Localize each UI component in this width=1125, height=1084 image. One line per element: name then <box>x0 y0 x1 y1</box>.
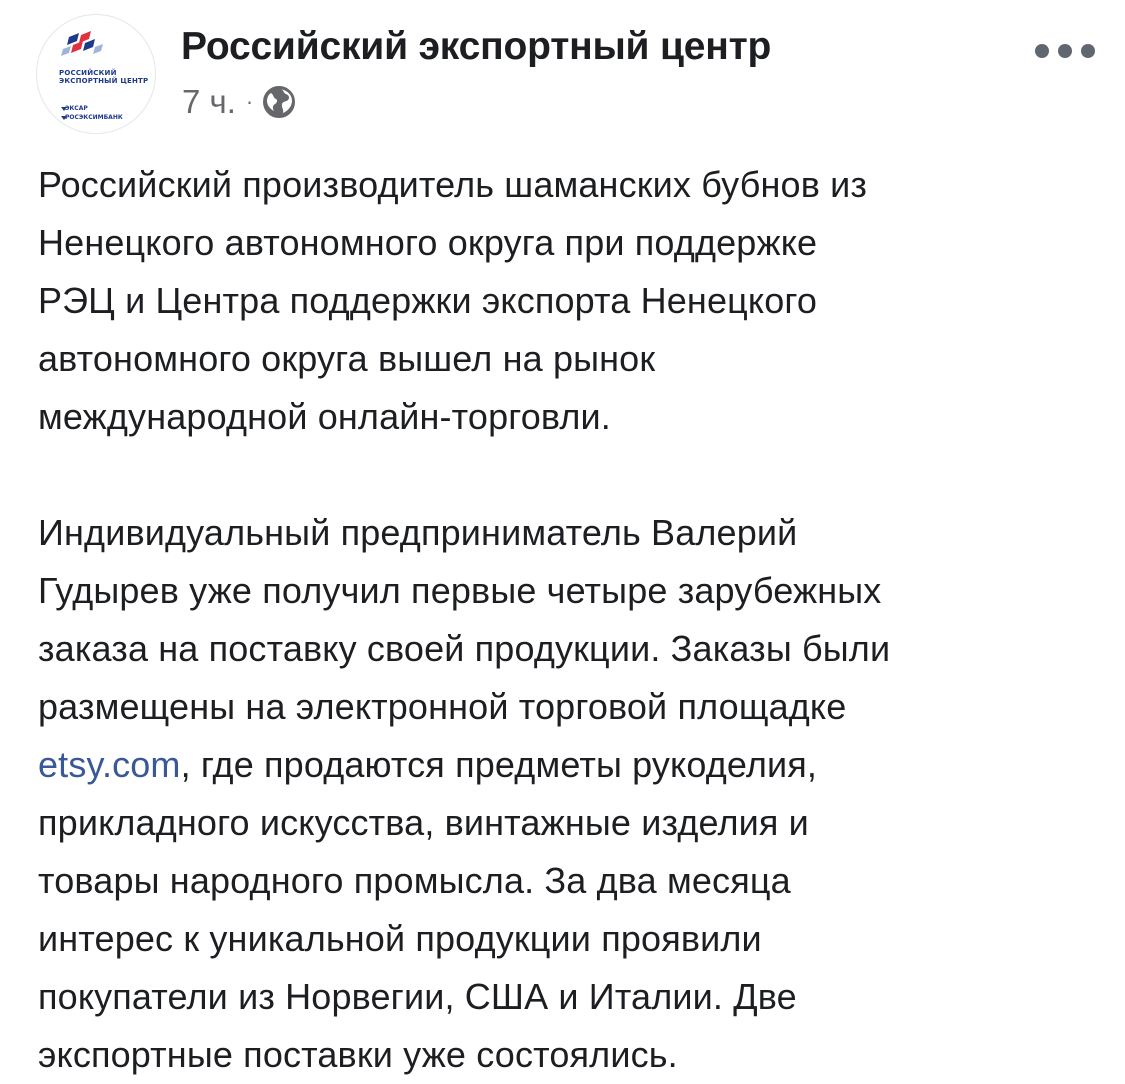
post-paragraph-2 <box>38 504 1098 1084</box>
avatar-logo-line: ЭКСПОРТНЫЙ ЦЕНТР <box>59 77 149 85</box>
avatar-logo-line: РОССИЙСКИЙ <box>59 69 117 77</box>
more-options-icon <box>1081 44 1095 58</box>
post-text-line: прикладного искусства, винтажные изделия и <box>38 802 809 843</box>
avatar-sub-line: РОСЭКСИМБАНК <box>65 114 123 121</box>
post-text-line-with-link <box>38 736 1098 794</box>
post-meta <box>182 82 296 122</box>
globe-icon[interactable] <box>262 85 296 119</box>
more-options-icon <box>1058 44 1072 58</box>
post-text-line: экспортные поставки уже состоялись. <box>38 1034 678 1075</box>
post-text-line: международной онлайн-торговли. <box>38 396 611 437</box>
post-text-line: РЭЦ и Центра поддержки экспорта Ненецкого <box>38 280 818 321</box>
post-text-line: размещены на электронной торговой площадке <box>38 686 847 727</box>
more-options-icon <box>1035 44 1049 58</box>
post-text-line: Российский производитель шаманских бубнов из <box>38 164 868 205</box>
etsy-link[interactable]: etsy.com <box>38 744 181 785</box>
post-text-line: интерес к уникальной продукции проявили <box>38 918 762 959</box>
post-text-line: Ненецкого автономного округа при поддержке <box>38 222 818 263</box>
post-header <box>0 0 1125 140</box>
post-text-line: Индивидуальный предприниматель Валерий <box>38 512 798 553</box>
page-avatar[interactable] <box>36 14 156 134</box>
meta-separator: · <box>245 89 254 114</box>
post-text-line: Гудырев уже получил первые четыре зарубежных <box>38 570 882 611</box>
page-name-link[interactable]: Российский экспортный центр <box>181 25 772 68</box>
post-text-fragment: , где продаются предметы рукоделия, <box>180 744 818 785</box>
post-paragraph-1 <box>38 156 1098 446</box>
post-text-line: покупатели из Норвегии, США и Италии. Две <box>38 976 797 1017</box>
more-options-button[interactable] <box>1035 36 1095 66</box>
post-text-line: товары народного промысла. За два месяца <box>38 860 791 901</box>
avatar-logo-text <box>59 69 155 85</box>
avatar-sub-line: ЭКСАР <box>65 105 88 112</box>
post-text-line: заказа на поставку своей продукции. Заказы были <box>38 628 891 669</box>
post-body <box>38 156 1098 1084</box>
post-timestamp[interactable]: 7 ч. <box>182 83 236 120</box>
post-text-line: автономного округа вышел на рынок <box>38 338 656 379</box>
